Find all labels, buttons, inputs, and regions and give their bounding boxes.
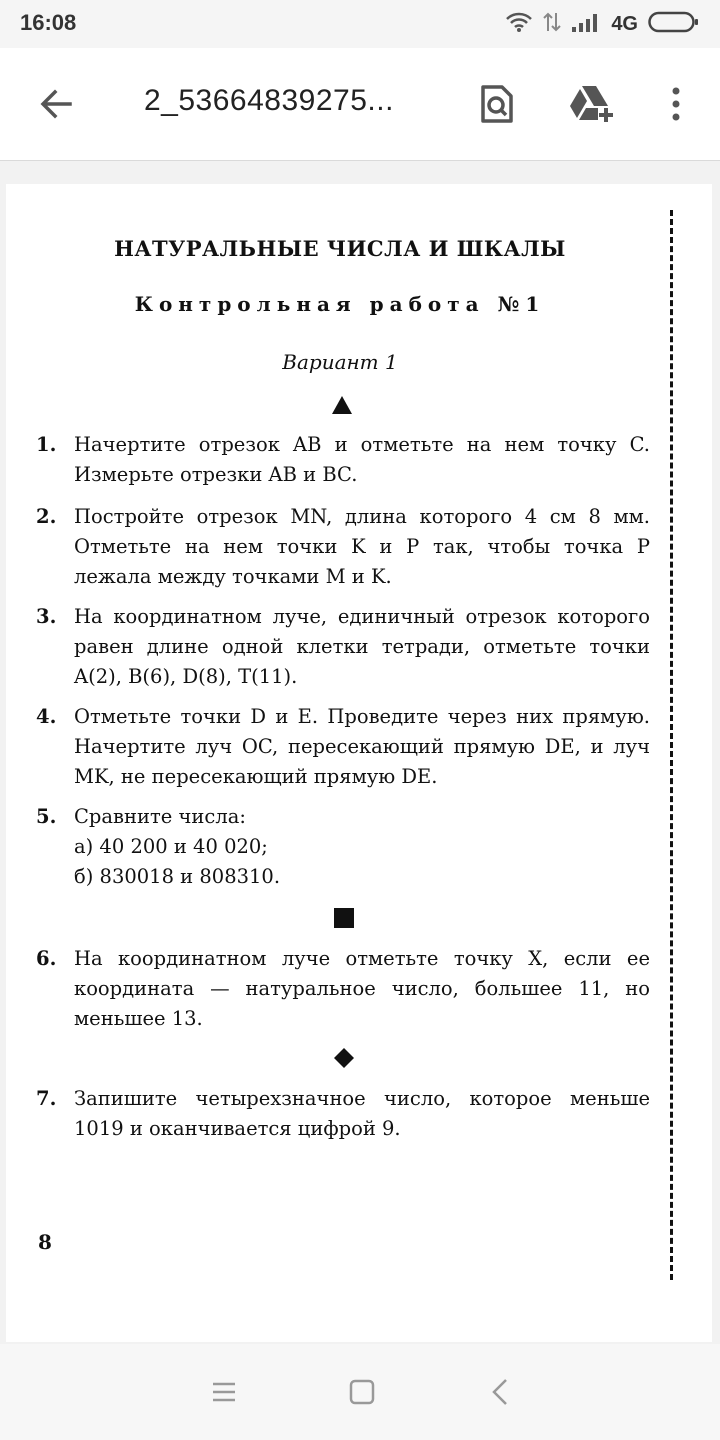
task-4 bbox=[36, 702, 650, 792]
back-arrow-icon bbox=[38, 86, 74, 127]
task-text: Запишите четырехзначное число, которое меньше 1019 и оканчивается цифрой 9. bbox=[74, 1087, 650, 1140]
task-text: На координатном луче отметьте точку X, если ее координата — натуральное число, большее 11, но меньшее 13. bbox=[74, 947, 650, 1030]
task-number: 1. bbox=[36, 433, 57, 456]
task-1 bbox=[36, 430, 650, 490]
navigation-bar bbox=[0, 1344, 720, 1440]
task-text: Постройте отрезок MN, длина которого 4 см 8 мм. Отметьте на нем точки K и P так, чтобы точка P лежала между точками M и K. bbox=[74, 505, 650, 588]
document-heading: НАТУРАЛЬНЫЕ ЧИСЛА И ШКАЛЫ bbox=[114, 236, 566, 261]
recents-menu-icon bbox=[211, 1381, 237, 1407]
add-to-drive-icon bbox=[568, 84, 616, 129]
status-time: 16:08 bbox=[20, 10, 77, 35]
home-button[interactable] bbox=[340, 1372, 384, 1416]
battery-icon bbox=[648, 10, 700, 39]
square-level-icon bbox=[332, 906, 356, 930]
page-number: 8 bbox=[38, 1230, 52, 1254]
status-bar bbox=[0, 0, 720, 48]
more-vert-icon bbox=[670, 86, 682, 127]
task-number: 5. bbox=[36, 805, 57, 828]
network-type: 4G bbox=[611, 12, 638, 35]
back-chevron-icon bbox=[490, 1378, 510, 1410]
variant-label: Вариант 1 bbox=[282, 350, 398, 374]
task-2 bbox=[36, 502, 650, 592]
add-to-drive-button[interactable] bbox=[564, 78, 620, 134]
task-5 bbox=[36, 802, 650, 892]
task-number: 2. bbox=[36, 505, 57, 528]
find-in-page-button[interactable] bbox=[470, 78, 524, 134]
document-title: 2_53664839275... bbox=[144, 84, 394, 117]
wifi-icon bbox=[505, 11, 533, 38]
home-square-icon bbox=[349, 1379, 375, 1409]
recents-button[interactable] bbox=[202, 1372, 246, 1416]
diamond-level-icon bbox=[332, 1046, 356, 1070]
task-number: 6. bbox=[36, 947, 57, 970]
nav-back-button[interactable] bbox=[478, 1372, 522, 1416]
task-number: 4. bbox=[36, 705, 57, 728]
find-in-page-icon bbox=[480, 84, 514, 129]
task-3 bbox=[36, 602, 650, 692]
more-options-button[interactable] bbox=[650, 78, 702, 134]
signal-icon bbox=[571, 11, 601, 38]
task-text: Сравните числа: bbox=[74, 805, 246, 828]
task-5-option-a: а) 40 200 и 40 020; bbox=[74, 835, 268, 858]
task-text: На координатном луче, единичный отрезок которого равен длине одной клетки тетради, отметьте точки A(2), B(6), D(8), T(11). bbox=[74, 605, 650, 688]
task-text: Отметьте точки D и E. Проведите через них прямую. Начертите луч OC, пересекающий прямую DE, и луч MK, не пересекающий прямую DE. bbox=[74, 705, 650, 788]
task-number: 3. bbox=[36, 605, 57, 628]
task-number: 7. bbox=[36, 1087, 57, 1110]
status-icons bbox=[505, 8, 700, 40]
task-7 bbox=[36, 1084, 650, 1144]
data-transfer-icon bbox=[543, 11, 561, 38]
app-bar bbox=[0, 48, 720, 161]
back-button[interactable] bbox=[30, 80, 82, 132]
triangle-level-icon bbox=[330, 394, 354, 416]
task-5-option-b: б) 830018 и 808310. bbox=[74, 865, 281, 888]
document-subheading: Контрольная работа №1 bbox=[134, 292, 546, 316]
task-6 bbox=[36, 944, 650, 1034]
task-text: Начертите отрезок AB и отметьте на нем точку C. Измерьте отрезки AB и BC. bbox=[74, 433, 650, 486]
